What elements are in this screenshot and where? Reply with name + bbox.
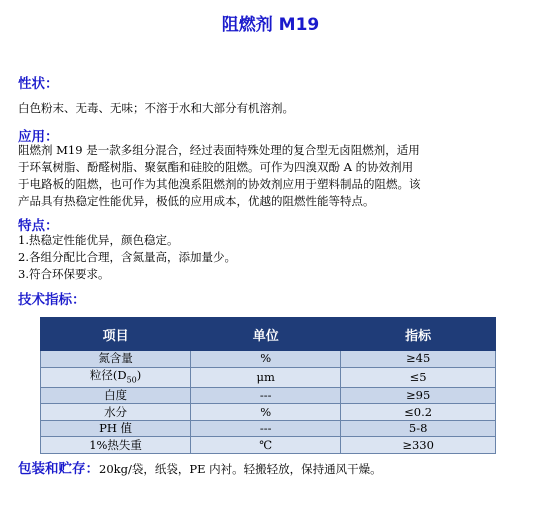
spec-unit: ℃ bbox=[191, 437, 341, 454]
specs-heading: 技术指标： bbox=[18, 292, 86, 308]
spec-unit: μm bbox=[191, 367, 341, 387]
application-text bbox=[18, 142, 523, 210]
spec-value: ≤0.2 bbox=[341, 404, 496, 421]
feature-item: 3.符合环保要求。 bbox=[18, 267, 110, 281]
table-row bbox=[41, 420, 496, 437]
feature-item: 2.各组分配比合理，含氮量高，添加量少。 bbox=[18, 250, 236, 264]
column-header-value: 指标 bbox=[341, 318, 496, 351]
table-row bbox=[41, 387, 496, 404]
application-line: 阻燃剂 M19 是一款多组分混合，经过表面特殊处理的复合型无卤阻燃剂，适用 bbox=[18, 143, 420, 157]
spec-item: PH 值 bbox=[41, 420, 191, 437]
properties-text: 白色粉末、无毒、无味；不溶于水和大部分有机溶剂。 bbox=[18, 101, 294, 115]
packaging-text: 20kg/袋，纸袋，PE 内衬。轻搬轻放，保持通风干燥。 bbox=[99, 462, 382, 476]
table-row bbox=[41, 404, 496, 421]
packaging-heading: 包装和贮存： bbox=[18, 461, 99, 477]
spec-value: 5-8 bbox=[341, 420, 496, 437]
application-line: 于电路板的阻燃，也可作为其他溴系阻燃剂的协效剂应用于塑料制品的阻燃。该 bbox=[18, 177, 421, 191]
spec-value: ≥95 bbox=[341, 387, 496, 404]
packaging-line bbox=[18, 461, 382, 478]
spec-unit: % bbox=[191, 351, 341, 368]
spec-value: ≥45 bbox=[341, 351, 496, 368]
spec-item: 氮含量 bbox=[41, 351, 191, 368]
spec-item: 粒径$(D_{50})$ bbox=[41, 367, 191, 387]
table-row bbox=[41, 437, 496, 454]
spec-unit: % bbox=[191, 404, 341, 421]
spec-item: 白度 bbox=[41, 387, 191, 404]
spec-header-row bbox=[41, 318, 496, 351]
features-list bbox=[18, 232, 523, 283]
spec-unit: --- bbox=[191, 420, 341, 437]
spec-table bbox=[40, 317, 496, 454]
spec-value: ≤5 bbox=[341, 367, 496, 387]
application-line: 产品具有热稳定性能优异，极低的应用成本，优越的阻燃性能等特点。 bbox=[18, 194, 375, 208]
features-heading: 特点： bbox=[18, 218, 59, 234]
table-row bbox=[41, 367, 496, 387]
application-heading: 应用： bbox=[18, 129, 59, 145]
feature-item: 1.热稳定性能优异，颜色稳定。 bbox=[18, 233, 179, 247]
spec-item: 水分 bbox=[41, 404, 191, 421]
properties-heading: 性状： bbox=[18, 76, 59, 92]
table-row bbox=[41, 351, 496, 368]
spec-value: ≥330 bbox=[341, 437, 496, 454]
column-header-unit: 单位 bbox=[191, 318, 341, 351]
spec-unit: --- bbox=[191, 387, 341, 404]
column-header-item: 项目 bbox=[41, 318, 191, 351]
application-line: 于环氧树脂、酚醛树脂、聚氨酯和硅胶的阻燃。可作为四溴双酚 A 的协效剂用 bbox=[18, 160, 414, 174]
spec-item: 1%热失重 bbox=[41, 437, 191, 454]
page-title: 阻燃剂 M19 bbox=[221, 15, 320, 35]
